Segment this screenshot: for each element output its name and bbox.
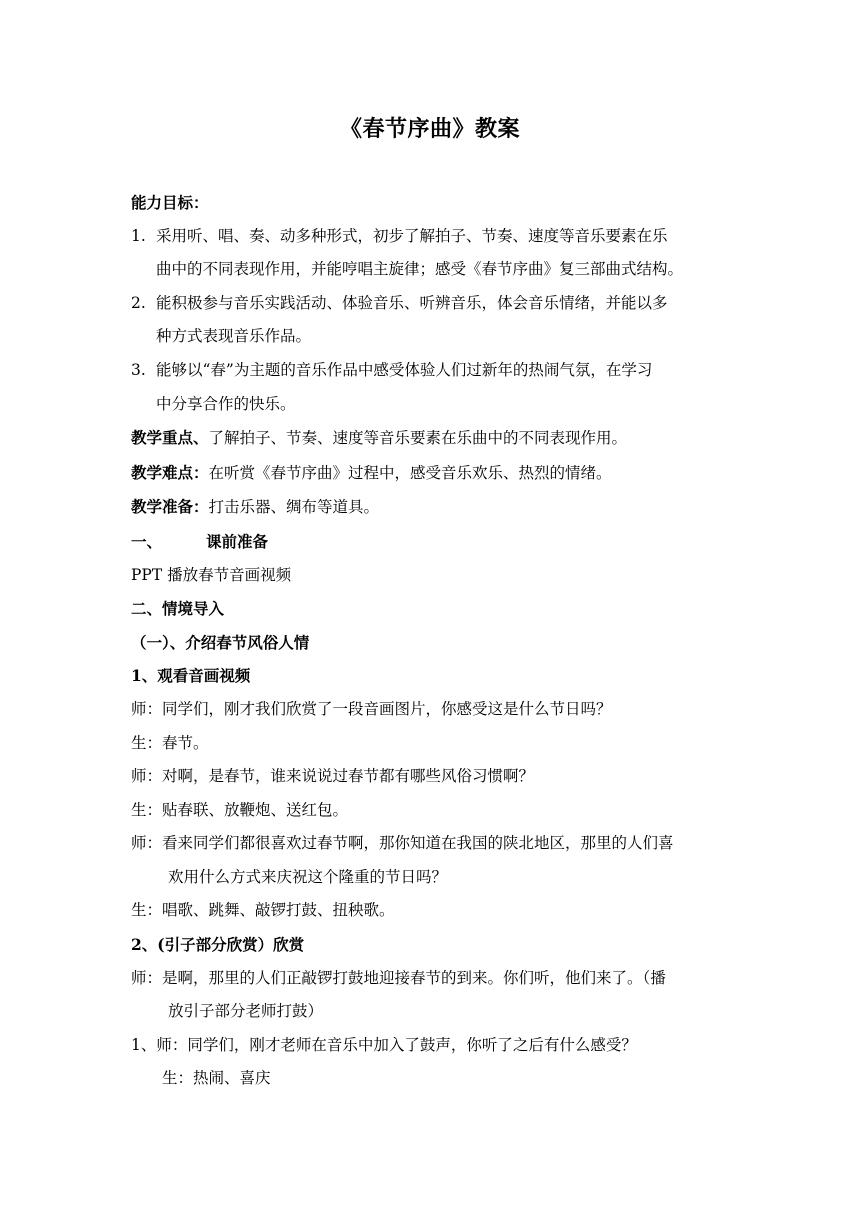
difficulty-label: 教学难点：	[131, 462, 209, 482]
preparation-text: 打击乐器、绸布等道具。	[208, 498, 380, 517]
question-line: 1、师：同学们，刚才老师在音乐中加入了鼓声，你听了之后有什么感受？	[131, 1035, 637, 1054]
document-body	[131, 186, 731, 1096]
goal-text-line: 能够以“春”为主题的音乐作品中感受体验人们过新年的热闹气氛，在学习	[156, 360, 653, 379]
preparation-label: 教学准备：	[131, 497, 209, 517]
goal-text-line: 曲中的不同表现作用，并能哼唱主旋律；感受《春节序曲》复三部曲式结构。	[156, 260, 684, 279]
dialogue-line: 生：唱歌、跳舞、敲锣打鼓、扭秧歌。	[131, 901, 395, 920]
key-point-label: 教学重点、	[131, 428, 209, 448]
goal-text-line: 种方式表现音乐作品。	[156, 327, 312, 346]
section-title: 课前准备	[206, 531, 269, 551]
goal-number: 3.	[131, 360, 146, 379]
answer-line: 生：热闹、喜庆	[162, 1069, 271, 1088]
dialogue-line-continued: 欢用什么方式来庆祝这个隆重的节日吗？	[168, 867, 448, 886]
goal-text-line: 能积极参与音乐实践活动、体验音乐、听辨音乐，体会音乐情绪，并能以多	[156, 293, 668, 312]
dialogue-line: 师：同学们，刚才我们欣赏了一段音画图片，你感受这是什么节日吗？	[131, 699, 612, 718]
dialogue-line: 师：是啊，那里的人们正敲锣打鼓地迎接春节的到来。你们听，他们来了。（播	[131, 968, 666, 987]
goal-text-line: 中分享合作的快乐。	[156, 394, 296, 413]
subsection-heading: （一）、介绍春节风俗人情	[131, 632, 310, 652]
goal-number: 2.	[131, 293, 146, 312]
difficulty-text: 在听赏《春节序曲》过程中，感受音乐欢乐、热烈的情绪。	[208, 463, 612, 482]
section1-text: PPT 播放春节音画视频	[131, 565, 292, 584]
section-number: 一、	[131, 531, 163, 551]
goal-text-line: 采用听、唱、奏、动多种形式，初步了解拍子、节奏、速度等音乐要素在乐	[156, 226, 668, 245]
goal-number: 1.	[131, 226, 146, 245]
goal-item-3	[131, 354, 731, 421]
ability-heading: 能力目标：	[131, 193, 209, 212]
step-heading-1: 1、观看音画视频	[131, 666, 251, 686]
dialogue-line: 师：对啊，是春节，谁来说说过春节都有哪些风俗习惯啊？	[131, 767, 535, 786]
dialogue-line: 生：春节。	[131, 733, 209, 752]
difficulty	[131, 456, 731, 491]
preparation	[131, 490, 731, 525]
document-title: 《春节序曲》教案	[339, 116, 520, 142]
goal-item-2	[131, 287, 731, 354]
key-point	[131, 421, 731, 456]
section-heading-2: 二、情境导入	[131, 599, 225, 619]
key-point-text: 了解拍子、节奏、速度等音乐要素在乐曲中的不同表现作用。	[208, 429, 628, 448]
dialogue-line-continued: 放引子部分老师打鼓）	[168, 1002, 324, 1021]
goal-item-1	[131, 220, 731, 287]
step-heading-2: 2、(引子部分欣赏）欣赏	[131, 935, 305, 955]
dialogue-line: 生：贴春联、放鞭炮、送红包。	[131, 800, 349, 819]
dialogue-line: 师：看来同学们都很喜欢过春节啊，那你知道在我国的陕北地区，那里的人们喜	[131, 834, 674, 853]
section-heading-1	[131, 525, 731, 559]
